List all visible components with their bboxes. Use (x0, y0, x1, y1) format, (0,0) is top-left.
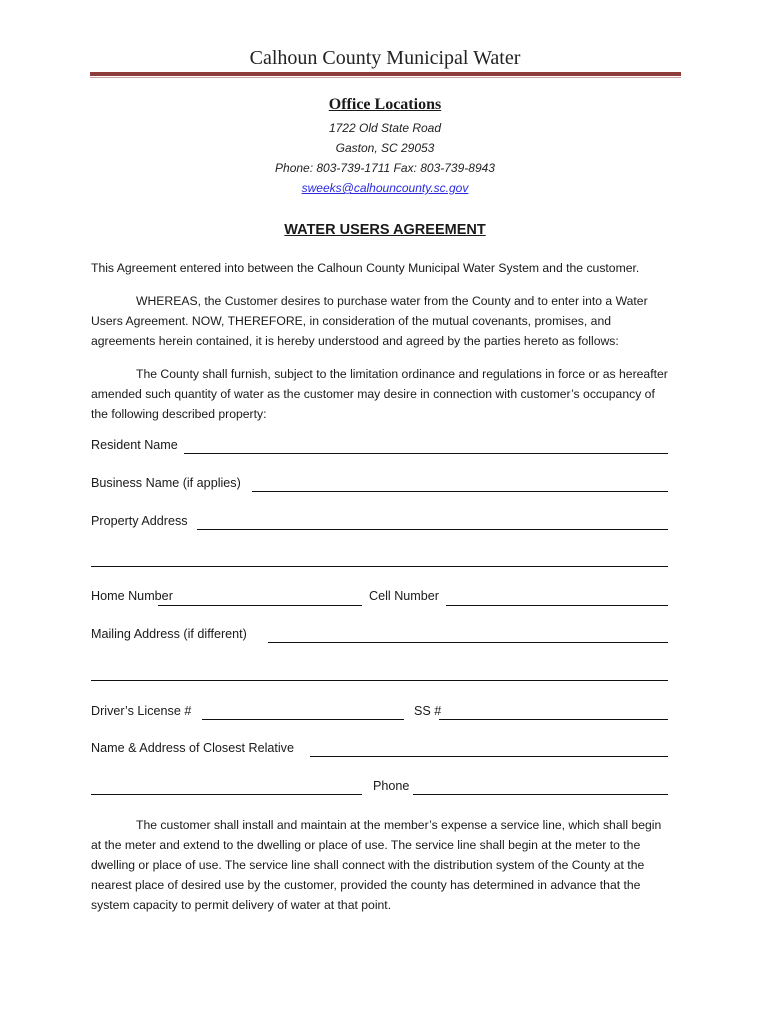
office-city: Gaston, SC 29053 (335, 141, 435, 155)
agreement-furnish: The County shall furnish, subject to the limitation ordinance and regulations in force or as hereafter amended such quantity of water as the customer may desire in connection with customer’s occupancy of the following described property: (91, 367, 668, 421)
resident-name-label: Resident Name (91, 438, 178, 452)
cell-number-label: Cell Number (369, 589, 439, 603)
home-number-field[interactable] (158, 605, 362, 606)
office-heading: Office Locations (328, 96, 442, 113)
office-email-link[interactable]: sweeks@calhouncounty.sc.gov (301, 181, 469, 195)
property-address-label: Property Address (91, 514, 188, 528)
property-address-field-line2[interactable] (91, 566, 668, 567)
page-title: Calhoun County Municipal Water (249, 47, 521, 69)
drivers-license-field[interactable] (202, 719, 404, 720)
mailing-address-field-line2[interactable] (91, 680, 668, 681)
relative-phone-label: Phone (373, 779, 410, 793)
mailing-address-label: Mailing Address (if different) (91, 627, 247, 641)
property-address-field[interactable] (197, 529, 668, 530)
agreement-title: WATER USERS AGREEMENT (284, 222, 486, 238)
business-name-label: Business Name (if applies) (91, 476, 241, 490)
header-divider-shadow (90, 77, 681, 78)
agreement-service-line: The customer shall install and maintain at the member’s expense a service line, which shall begin at the meter and extend to the dwelling or place of use. The service line shall begin at the meter to the dwelling or place of use. The service line shall connect with the distribution system of the County at the nearest place of desired use by the customer, provided the county has determined in advance that the system capacity to permit delivery of water at that point. (91, 818, 662, 912)
header-divider (90, 72, 681, 76)
closest-relative-label: Name & Address of Closest Relative (91, 741, 294, 755)
ss-field[interactable] (439, 719, 668, 720)
office-phone-fax: Phone: 803-739-1711 Fax: 803-739-8943 (275, 161, 495, 175)
closest-relative-field[interactable] (310, 756, 668, 757)
agreement-intro: This Agreement entered into between the Calhoun County Municipal Water System and the customer. (91, 261, 640, 275)
ss-label: SS # (414, 704, 442, 718)
agreement-whereas: WHEREAS, the Customer desires to purchase water from the County and to enter into a Water Users Agreement. NOW, THEREFORE, in consideration of the mutual covenants, promises, and agreements herein contained, it is hereby understood and agreed by the parties hereto as follows: (91, 294, 648, 348)
closest-relative-field-line2[interactable] (91, 794, 362, 795)
relative-phone-field[interactable] (413, 794, 668, 795)
cell-number-field[interactable] (446, 605, 668, 606)
drivers-license-label: Driver’s License # (91, 704, 192, 718)
mailing-address-field[interactable] (268, 642, 668, 643)
business-name-field[interactable] (252, 491, 668, 492)
resident-name-field[interactable] (184, 453, 668, 454)
office-street: 1722 Old State Road (328, 121, 442, 135)
home-number-label: Home Number (91, 589, 173, 603)
